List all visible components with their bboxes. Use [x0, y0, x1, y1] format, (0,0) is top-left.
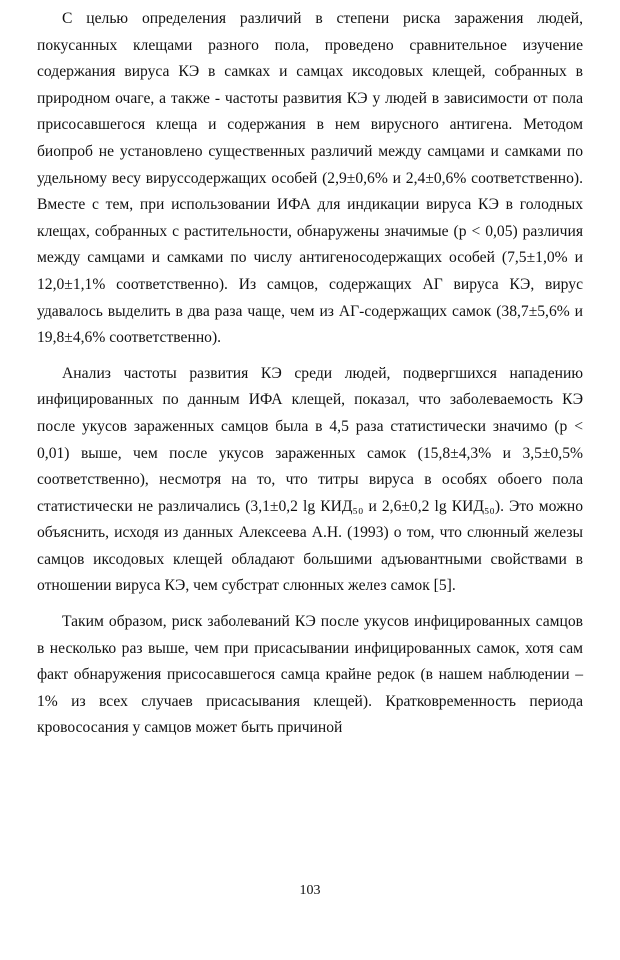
paragraph-2: Анализ частоты развития КЭ среди людей, подвергшихся нападению инфицированных по данным ИФА клещей, показал, что заболеваемость КЭ после укусов зараженных самцов была в 4,5 раза статистически значимо (р < 0,01) выше, чем после укусов зараженных самок (15,8±4,3% и 3,5±0,5% соответственно), несмотря на то, что титры вируса в особях обоего пола статистически не различались (3,1±0,2 lg КИД₅₀ и 2,6±0,2 lg КИД₅₀). Это можно объяснить, исходя из данных Алексеева А.Н. (1993) о том, что слюнный железы самцов иксодовых клещей обладают большими адъювантными свойствами в отношении вируса КЭ, чем субстрат слюнных желез самок [5]. [37, 364, 583, 595]
page-number: 103 [299, 883, 321, 898]
paragraph-1: С целью определения различий в степени риска заражения людей, покусанных клещами разного пола, проведено сравнительное изучение содержания вируса КЭ в самках и самцах иксодовых клещей, собранных в природном очаге, а также - частоты развития КЭ у людей в зависимости от пола присосавшегося клеща и содержания в нем вирусного антигена. Методом биопроб не установлено существенных различий между самцами и самками по удельному весу вируссодержащих особей (2,9±0,6% и 2,4±0,6% соответственно). Вместе с тем, при использовании ИФА для индикации вируса КЭ в голодных клещах, собранных с растительности, обнаружены значимые (р < 0,05) различия между самцами и самками по числу антигеносодержащих особей (7,5±1,0% и 12,0±1,1% соответственно). Из самцов, содержащих АГ вируса КЭ, вирус удавалось выделить в два раза чаще, чем из АГ-содержащих самок (38,7±5,6% и 19,8±4,6% соответственно). [37, 10, 583, 347]
body-text [37, 6, 583, 742]
paragraph-3: Таким образом, риск заболеваний КЭ после укусов инфицированных самцов в несколько раз выше, чем при присасывании инфицированных самок, хотя сам факт обнаружения присосавшегося самца крайне редок (в нашем наблюдении – 1% из всех случаев присасывания клещей). Кратковременность периода кровососания у самцов может быть причиной [37, 613, 583, 737]
